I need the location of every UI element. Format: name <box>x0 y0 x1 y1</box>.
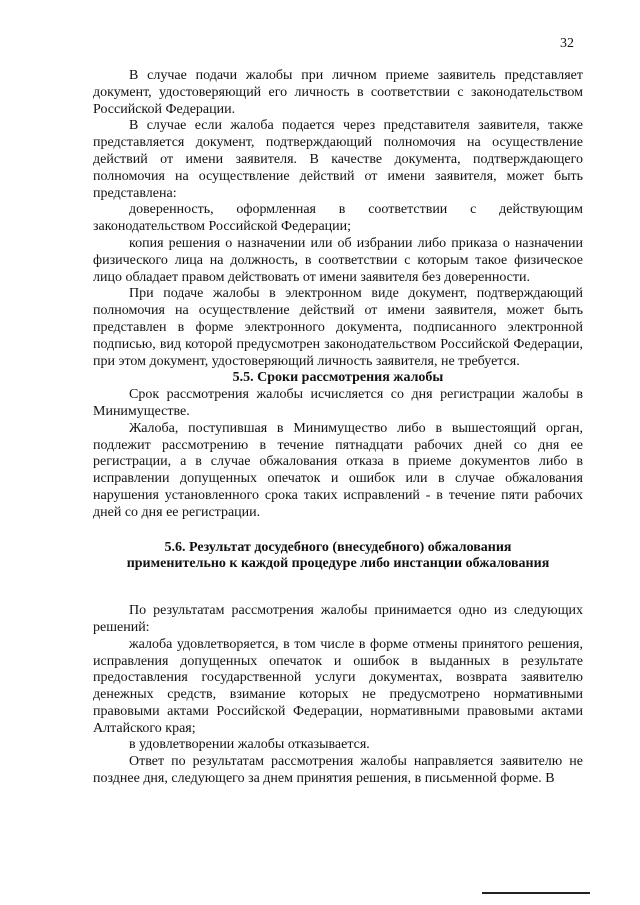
paragraph-representative: В случае если жалоба подается через представителя заявителя, также представляется документ, подтверждающий полномочия на осуществление действий от имени заявителя. В качестве документа, подтверждающего полномочия на осуществление действий от имени заявителя, может быть представлена: <box>93 118 583 201</box>
paragraph-complaint-satisfied: жалоба удовлетворяется, в том числе в форме отмены принятого решения, исправления допущенных опечаток и ошибок в выданных в результате предоставления государственной услуги документах, возврата заявителю денежных средств, взимание которых не предусмотрено нормативными правовыми актами Российской Федерации, нормативными правовыми актами Алтайского края; <box>93 636 583 736</box>
paragraph-power-of-attorney: доверенность, оформленная в соответствии с действующим законодательством Российской Федерации; <box>93 202 583 235</box>
paragraph-appointment-copy: копия решения о назначении или об избрании либо приказа о назначении физического лица на должность, в соответствии с которым такое физическое лицо обладает правом действовать от имени заявителя без доверенности. <box>93 235 583 285</box>
section-heading-5-6-line2: применительно к каждой процедуре либо инстанции обжалования <box>126 556 550 572</box>
section-heading-5-6-line1: 5.6. Результат досудебного (внесудебного) обжалования <box>164 539 512 555</box>
page-content <box>93 68 583 788</box>
footer-rule <box>482 892 590 894</box>
page-number: 32 <box>560 36 574 51</box>
paragraph-decision-intro: По результатам рассмотрения жалобы принимается одно из следующих решений: <box>93 603 583 635</box>
paragraph-response-sent: Ответ по результатам рассмотрения жалобы направляется заявителю не позднее дня, следующего за днем принятия решения, в письменной форме. В <box>93 754 583 787</box>
paragraph-complaint-refused: в удовлетворении жалобы отказывается. <box>129 737 370 753</box>
paragraph-personal-reception: В случае подачи жалобы при личном приеме заявитель представляет документ, удостоверяющий его личность в соответствии с законодательством Российской Федерации. <box>93 68 583 117</box>
paragraph-review-period-start: Срок рассмотрения жалобы исчисляется со дня регистрации жалобы в Минимуществе. <box>93 387 583 419</box>
section-heading-5-5: 5.5. Сроки рассмотрения жалобы <box>232 370 444 386</box>
paragraph-electronic-form: При подаче жалобы в электронном виде документ, подтверждающий полномочия на осуществление действий от имени заявителя, может быть представлен в форме электронного документа, подписанного электронной подписью, вид которой предусмотрен законодательством Российской Федерации, при этом документ, удостоверяющий личность заявителя, не требуется. <box>93 286 583 369</box>
paragraph-review-period-days: Жалоба, поступившая в Минимущество либо в вышестоящий орган, подлежит рассмотрению в течение пятнадцати рабочих дней со дня ее регистрации, а в случае обжалования отказа в приеме документов либо в исправлении допущенных опечаток и ошибок или в случае обжалования нарушения установленного срока таких исправлений - в течение пяти рабочих дней со дня ее регистрации. <box>93 420 583 520</box>
